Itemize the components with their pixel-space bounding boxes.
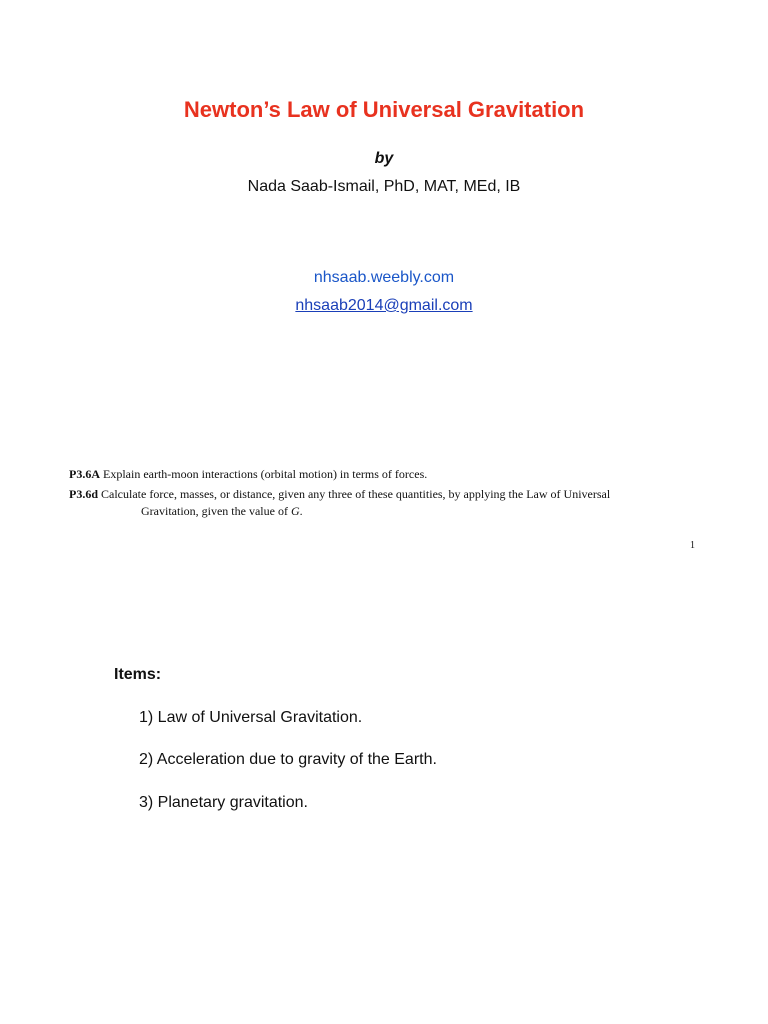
standard-p36a bbox=[69, 466, 689, 483]
standard-code: P3.6A bbox=[69, 467, 100, 481]
standard-p36d bbox=[69, 486, 689, 503]
list-item: 2) Acceleration due to gravity of the Earth. bbox=[139, 751, 437, 768]
website-link[interactable]: nhsaab.weebly.com bbox=[313, 269, 455, 286]
standard-text: Explain earth-moon interactions (orbital motion) in terms of forces. bbox=[100, 467, 428, 481]
standard-p36d-continuation bbox=[141, 503, 303, 520]
page-number: 1 bbox=[690, 540, 695, 551]
standard-continuation-text: Gravitation, given the value of bbox=[141, 504, 291, 518]
gravitational-constant-symbol: G bbox=[290, 504, 300, 518]
email-link[interactable]: nhsaab2014@gmail.com bbox=[295, 297, 473, 314]
standard-code: P3.6d bbox=[69, 487, 99, 501]
page-title: Newton’s Law of Universal Gravitation bbox=[183, 97, 585, 122]
list-item: 3) Planetary gravitation. bbox=[139, 794, 308, 811]
standard-continuation-end: . bbox=[299, 504, 303, 518]
standard-text: Calculate force, masses, or distance, given any three of these quantities, by applying the Law of Universal bbox=[98, 487, 611, 501]
items-heading: Items: bbox=[114, 666, 162, 683]
author-name: Nada Saab-Ismail, PhD, MAT, MEd, IB bbox=[247, 178, 521, 195]
byline-by: by bbox=[374, 150, 394, 167]
list-item: 1) Law of Universal Gravitation. bbox=[139, 709, 363, 726]
